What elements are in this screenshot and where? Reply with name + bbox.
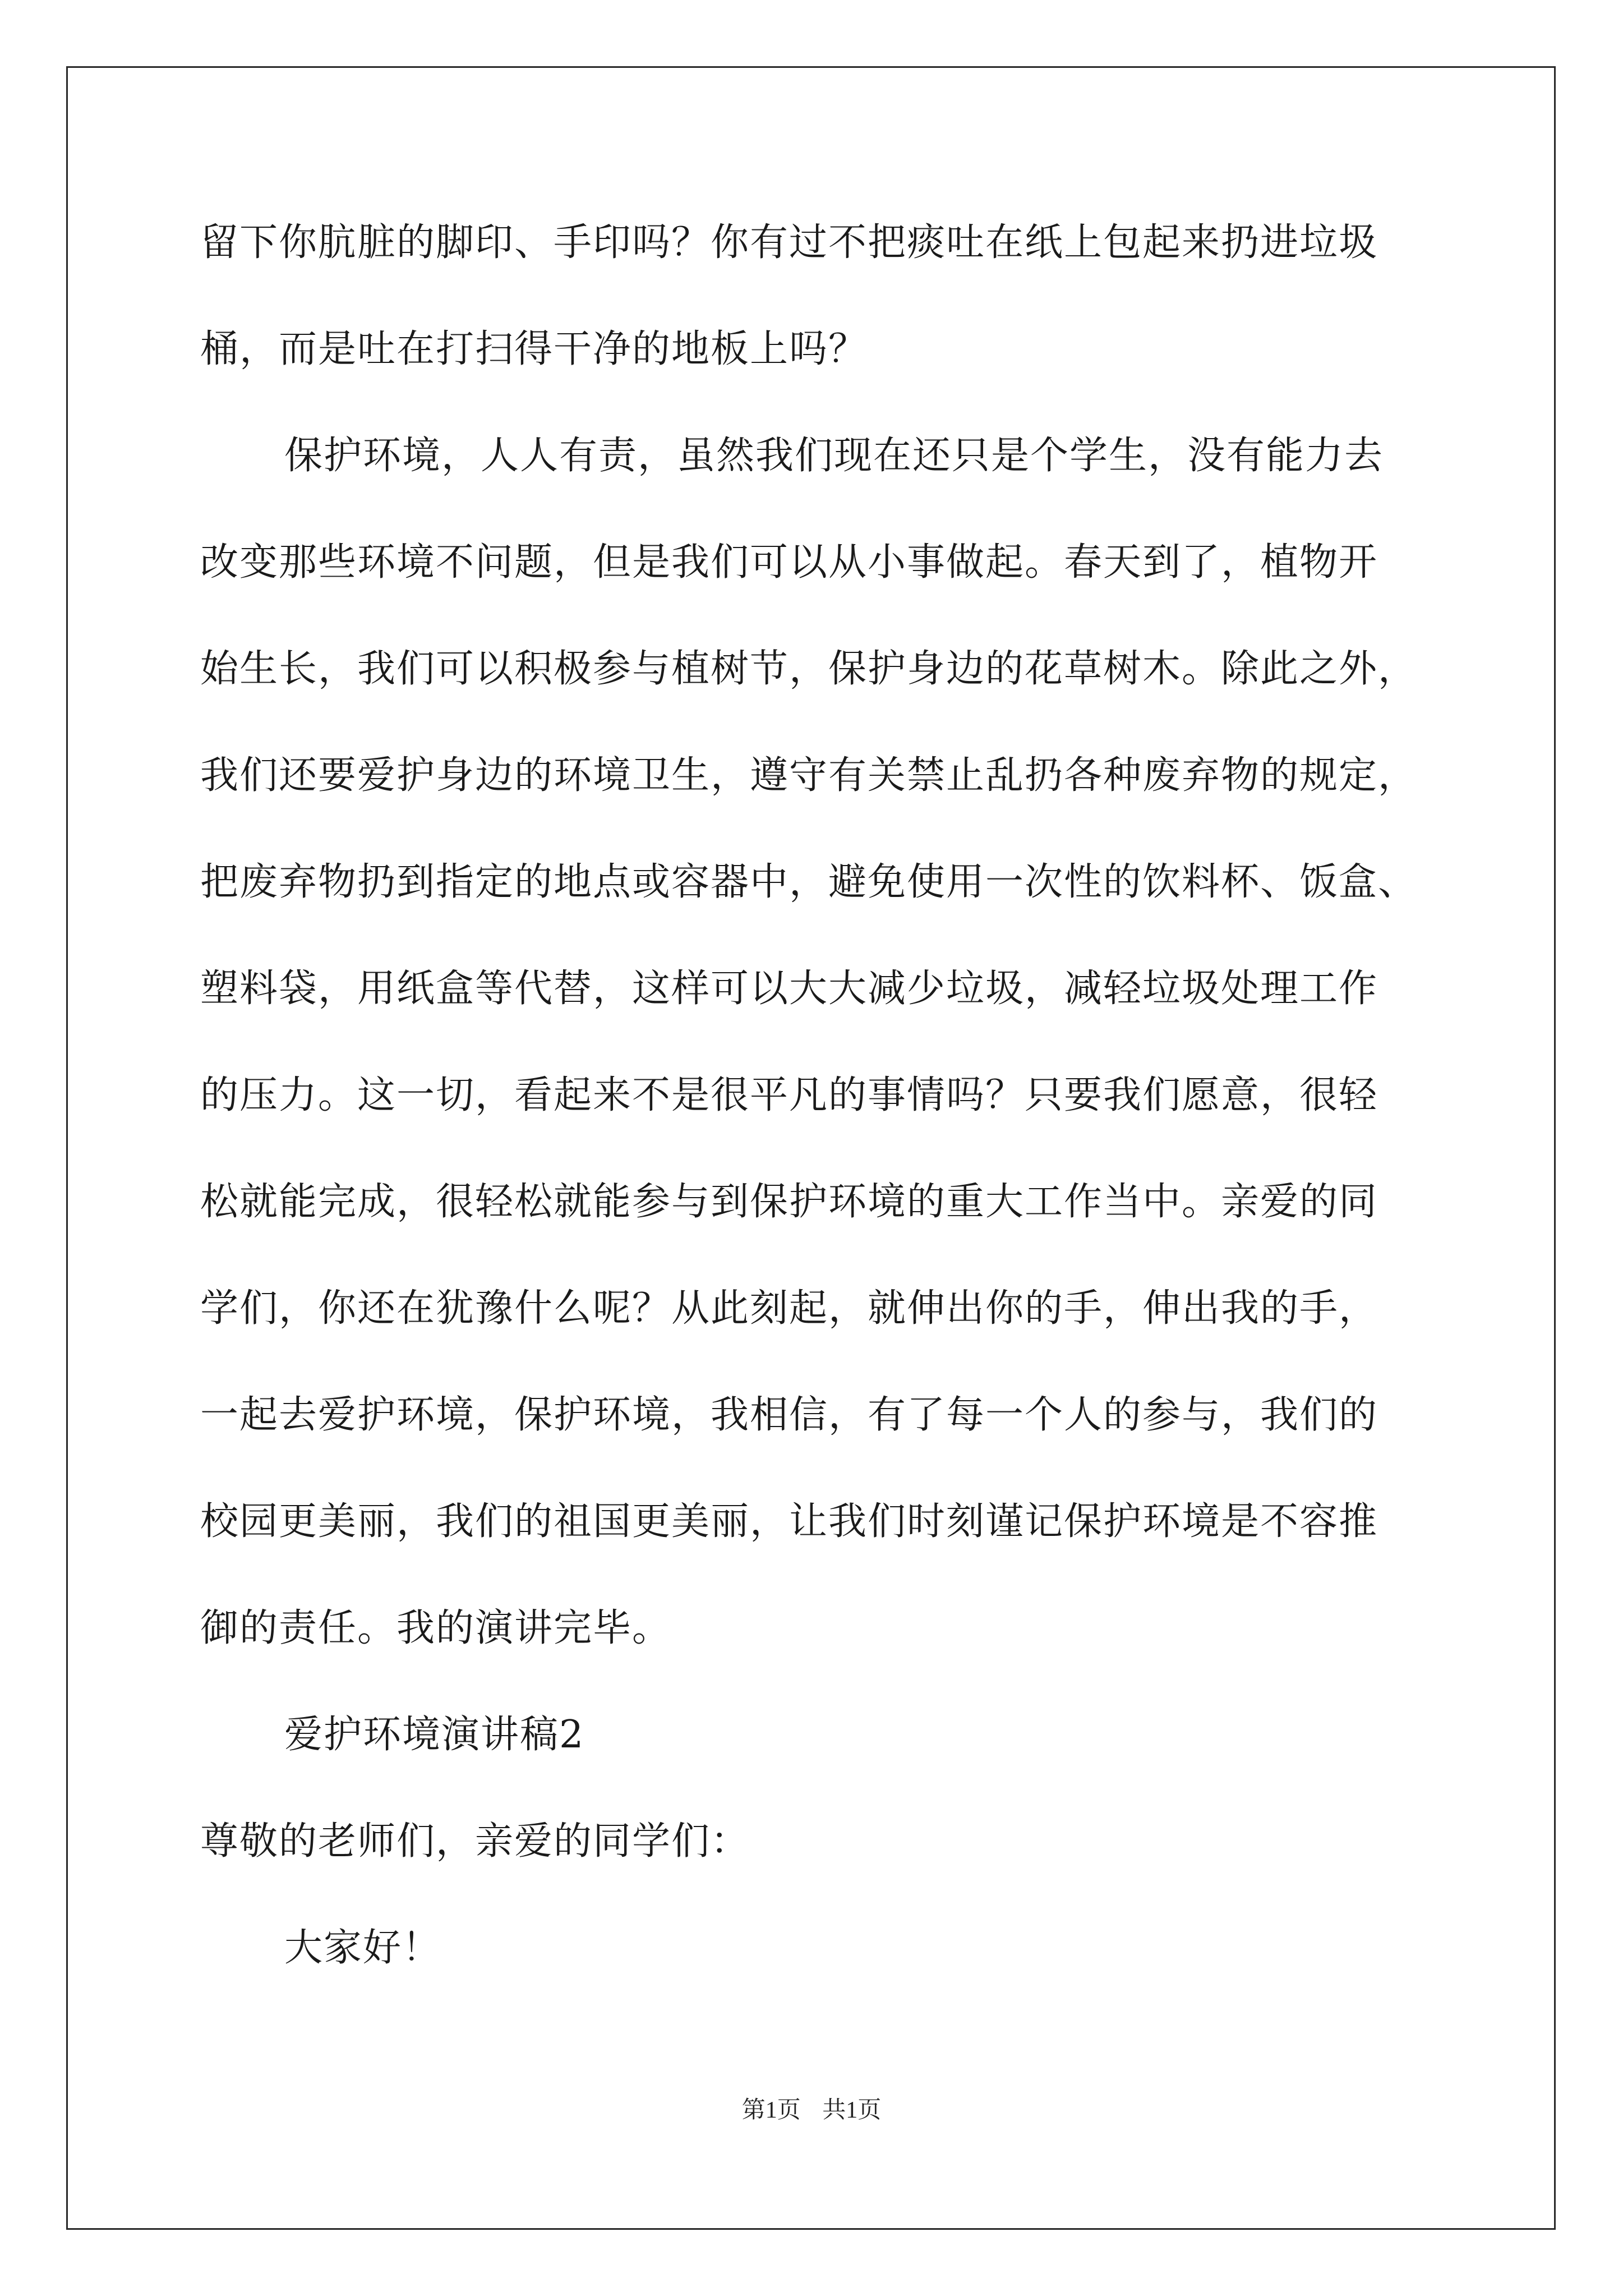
greeting: 大家好！ bbox=[284, 1926, 442, 1970]
section-heading: 爱护环境演讲稿2 bbox=[284, 1713, 585, 1757]
salutation: 尊敬的老师们，亲爱的同学们： bbox=[200, 1819, 750, 1864]
page-number: 第1页 bbox=[741, 2097, 801, 2123]
document-body bbox=[200, 218, 1462, 2030]
body-line-2: 桶，而是吐在打扫得干净的地板上吗？ bbox=[200, 327, 868, 371]
body-line-6: 我们还要爱护身边的环境卫生，遵守有关禁止乱扔各种废弃物的规定， bbox=[200, 753, 1418, 798]
body-line-1: 留下你肮脏的脚印、手印吗？你有过不把痰吐在纸上包起来扔进垃圾 bbox=[200, 220, 1378, 265]
body-line-11: 学们，你还在犹豫什么呢？从此刻起，就伸出你的手，伸出我的手， bbox=[200, 1286, 1378, 1331]
body-line-13: 校园更美丽，我们的祖国更美丽，让我们时刻谨记保护环境是不容推 bbox=[200, 1499, 1378, 1544]
body-line-3: 保护环境，人人有责，虽然我们现在还只是个学生，没有能力去 bbox=[284, 434, 1384, 478]
body-line-9: 的压力。这一切，看起来不是很平凡的事情吗？只要我们愿意，很轻 bbox=[200, 1073, 1378, 1117]
body-line-14: 御的责任。我的演讲完毕。 bbox=[200, 1606, 672, 1650]
body-line-8: 塑料袋，用纸盒等代替，这样可以大大减少垃圾，减轻垃圾处理工作 bbox=[200, 967, 1378, 1011]
body-line-7: 把废弃物扔到指定的地点或容器中，避免使用一次性的饮料杯、饭盒、 bbox=[200, 860, 1418, 904]
body-line-4: 改变那些环境不问题，但是我们可以从小事做起。春天到了，植物开 bbox=[200, 540, 1378, 585]
body-line-12: 一起去爱护环境，保护环境，我相信，有了每一个人的参与，我们的 bbox=[200, 1393, 1378, 1437]
page-total: 共1页 bbox=[822, 2097, 882, 2123]
page-footer bbox=[0, 2091, 1623, 2125]
body-line-5: 始生长，我们可以积极参与植树节，保护身边的花草树木。除此之外， bbox=[200, 647, 1418, 691]
body-line-10: 松就能完成，很轻松就能参与到保护环境的重大工作当中。亲爱的同 bbox=[200, 1180, 1378, 1224]
